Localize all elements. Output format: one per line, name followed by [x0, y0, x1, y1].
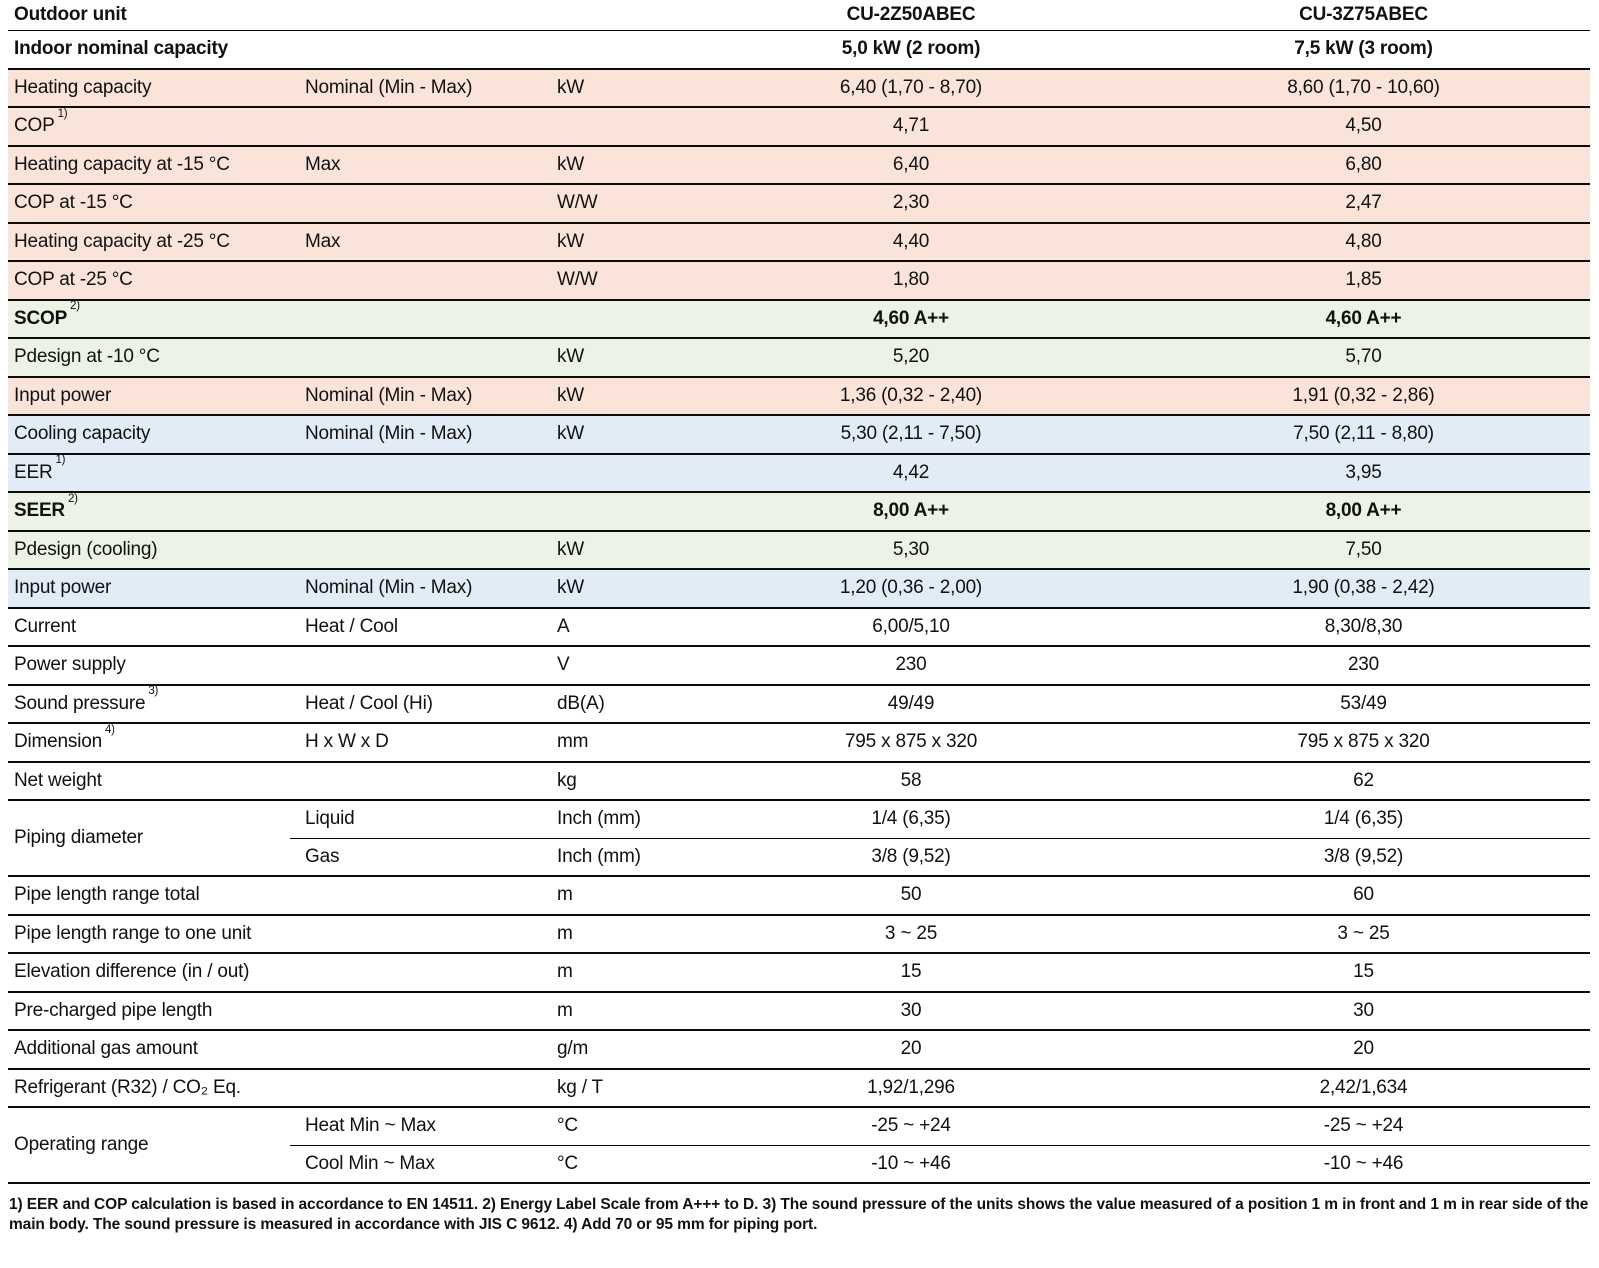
row-label-text: Input power: [14, 384, 112, 406]
row-label: [8, 261, 290, 300]
row-value-1: 1/4 (6,35): [685, 800, 1137, 838]
row-sublabel: Gas: [290, 838, 542, 876]
table-row: [8, 454, 1590, 493]
row-label: [8, 69, 290, 108]
row-label: [8, 1030, 290, 1069]
row-value-2: 1,91 (0,32 - 2,86): [1137, 377, 1590, 416]
row-label: [8, 569, 290, 608]
row-sublabel: Liquid: [290, 800, 542, 838]
table-row: [8, 915, 1590, 954]
row-value-1: -10 ~ +46: [685, 1145, 1137, 1183]
row-unit: W/W: [542, 261, 685, 300]
row-sublabel: [290, 1030, 542, 1069]
row-value-2: 62: [1137, 762, 1590, 801]
row-unit: [542, 454, 685, 493]
row-label: [8, 1069, 290, 1108]
table-row: [8, 223, 1590, 262]
row-label-text: Pipe length range total: [14, 884, 200, 906]
row-unit: m: [542, 992, 685, 1031]
table-row: [8, 1030, 1590, 1069]
row-label: [8, 646, 290, 685]
row-unit: kW: [542, 569, 685, 608]
row-value-1: 50: [685, 876, 1137, 915]
row-value-2: 3 ~ 25: [1137, 915, 1590, 954]
footnote-marker: 4): [104, 723, 115, 736]
row-value-2: 4,50: [1137, 107, 1590, 146]
row-unit: kW: [542, 531, 685, 570]
table-row: [8, 1069, 1590, 1108]
row-sublabel: H x W x D: [290, 723, 542, 762]
row-unit: kW: [542, 415, 685, 454]
empty-cell: [290, 31, 542, 69]
row-value-2: 1,90 (0,38 - 2,42): [1137, 569, 1590, 608]
row-label: [8, 454, 290, 493]
table-row: [8, 69, 1590, 108]
row-value-1: 3/8 (9,52): [685, 838, 1137, 876]
row-label: [8, 992, 290, 1031]
row-sublabel: Cool Min ~ Max: [290, 1145, 542, 1183]
indoor-capacity-label: Indoor nominal capacity: [8, 31, 290, 69]
row-value-2: 8,00 A++: [1137, 492, 1590, 531]
row-value-2: 60: [1137, 876, 1590, 915]
row-unit: Inch (mm): [542, 800, 685, 838]
row-value-1: 58: [685, 762, 1137, 801]
table-row: [8, 723, 1590, 762]
row-label: [8, 915, 290, 954]
row-unit: W/W: [542, 184, 685, 223]
row-value-1: 1,80: [685, 261, 1137, 300]
row-sublabel: Nominal (Min - Max): [290, 415, 542, 454]
row-label: [8, 762, 290, 801]
row-value-1: 3 ~ 25: [685, 915, 1137, 954]
row-label: [8, 107, 290, 146]
row-label-text: Power supply: [14, 654, 126, 676]
table-row: [8, 377, 1590, 416]
row-sublabel: [290, 338, 542, 377]
row-label: [8, 377, 290, 416]
row-sublabel: [290, 762, 542, 801]
row-unit: kW: [542, 69, 685, 108]
row-label-text: Piping diameter: [14, 827, 144, 848]
row-value-1: 30: [685, 992, 1137, 1031]
table-row: [8, 646, 1590, 685]
row-label: [8, 146, 290, 185]
row-label: [8, 223, 290, 262]
row-value-1: 8,00 A++: [685, 492, 1137, 531]
outdoor-unit-label: Outdoor unit: [14, 4, 127, 25]
row-sublabel: Heat / Cool (Hi): [290, 685, 542, 724]
row-unit: kW: [542, 223, 685, 262]
row-sublabel: [290, 992, 542, 1031]
table-row: [8, 415, 1590, 454]
row-label: [8, 800, 290, 876]
row-label: [8, 1107, 290, 1183]
model-name-1: CU-2Z50ABEC: [846, 4, 976, 25]
footnote-marker: 1): [55, 454, 66, 467]
row-label-text: COP at -25 °C: [14, 269, 133, 291]
row-label-text: Dimension: [14, 731, 102, 753]
row-label-text: Current: [14, 615, 76, 637]
row-unit: °C: [542, 1107, 685, 1145]
row-value-1: 15: [685, 953, 1137, 992]
row-value-1: 4,71: [685, 107, 1137, 146]
row-value-2: 6,80: [1137, 146, 1590, 185]
row-unit: Inch (mm): [542, 838, 685, 876]
model-name-2: CU-3Z75ABEC: [1299, 4, 1428, 25]
empty-cell: [290, 0, 542, 31]
row-value-2: 795 x 875 x 320: [1137, 723, 1590, 762]
row-label-text: COP at -15 °C: [14, 192, 133, 214]
row-label: [8, 608, 290, 647]
row-label-text: Pre-charged pipe length: [14, 999, 213, 1021]
row-value-2: 7,50: [1137, 531, 1590, 570]
empty-cell: [542, 31, 685, 69]
row-value-1: 1,36 (0,32 - 2,40): [685, 377, 1137, 416]
row-value-2: 3/8 (9,52): [1137, 838, 1590, 876]
row-sublabel: [290, 531, 542, 570]
row-value-1: 2,30: [685, 184, 1137, 223]
table-row: [8, 184, 1590, 223]
row-unit: m: [542, 953, 685, 992]
row-value-2: 3,95: [1137, 454, 1590, 493]
row-unit: m: [542, 876, 685, 915]
row-sublabel: [290, 876, 542, 915]
row-unit: mm: [542, 723, 685, 762]
row-unit: [542, 492, 685, 531]
row-label-text: Net weight: [14, 769, 102, 791]
row-unit: dB(A): [542, 685, 685, 724]
table-row: [8, 107, 1590, 146]
row-label-text: SEER: [14, 500, 65, 522]
row-label-text: Additional gas amount: [14, 1038, 198, 1060]
empty-cell: [542, 0, 685, 31]
row-value-2: 20: [1137, 1030, 1590, 1069]
row-unit: °C: [542, 1145, 685, 1183]
row-label: [8, 531, 290, 570]
spec-table: [8, 0, 1590, 1184]
row-sublabel: Max: [290, 223, 542, 262]
row-label: [8, 685, 290, 724]
row-sublabel: [290, 454, 542, 493]
footnote-marker: 2): [67, 492, 78, 505]
row-label: [8, 723, 290, 762]
row-label-text: SCOP: [14, 307, 68, 329]
row-value-1: 6,40: [685, 146, 1137, 185]
footnote-marker: 2): [70, 300, 80, 313]
row-unit: kg / T: [542, 1069, 685, 1108]
row-label: [8, 415, 290, 454]
row-unit: [542, 300, 685, 339]
footnote: 1) EER and COP calculation is based in accordance to EN 14511. 2) Energy Label Scale from A+++ to D. 3) The sound pressure of the units shows the value measured of a position 1 m in front and 1 m in rear side of the main body. The sound pressure is measured in accordance with JIS C 9612. 4) Add 70 or 95 mm for piping port.: [9, 1196, 1589, 1233]
capacity-value-1: 5,0 kW (2 room): [685, 31, 1137, 69]
row-label-text: Elevation difference (in / out): [14, 961, 250, 983]
row-unit: A: [542, 608, 685, 647]
row-value-2: -10 ~ +46: [1137, 1145, 1590, 1183]
row-value-2: 2,47: [1137, 184, 1590, 223]
row-sublabel: Nominal (Min - Max): [290, 69, 542, 108]
row-sublabel: [290, 184, 542, 223]
row-sublabel: [290, 915, 542, 954]
row-label: [8, 338, 290, 377]
row-value-2: 4,60 A++: [1137, 300, 1590, 339]
header-row-indoor-capacity: [8, 31, 1590, 69]
table-row: [8, 608, 1590, 647]
row-sublabel: [290, 953, 542, 992]
row-value-1: 49/49: [685, 685, 1137, 724]
row-value-2: 7,50 (2,11 - 8,80): [1137, 415, 1590, 454]
table-row: [8, 992, 1590, 1031]
table-row: [8, 762, 1590, 801]
row-label-text: COP: [14, 115, 55, 137]
row-sublabel: Nominal (Min - Max): [290, 377, 542, 416]
row-label-text: Cooling capacity: [14, 423, 151, 445]
row-label-text: Operating range: [14, 1134, 149, 1155]
row-value-1: 4,42: [685, 454, 1137, 493]
row-value-1: 4,40: [685, 223, 1137, 262]
row-value-1: 6,00/5,10: [685, 608, 1137, 647]
table-row: [8, 800, 1590, 838]
table-row: [8, 261, 1590, 300]
table-row: [8, 492, 1590, 531]
row-value-1: 1,92/1,296: [685, 1069, 1137, 1108]
row-value-1: -25 ~ +24: [685, 1107, 1137, 1145]
row-value-2: 15: [1137, 953, 1590, 992]
row-label: [8, 492, 290, 531]
table-row: [8, 1107, 1590, 1145]
row-sublabel: Heat / Cool: [290, 608, 542, 647]
row-sublabel: [290, 646, 542, 685]
row-label: [8, 953, 290, 992]
row-label-text: Heating capacity at -15 °C: [14, 153, 230, 175]
header-row-outdoor-unit: [8, 0, 1590, 31]
row-unit: m: [542, 915, 685, 954]
row-value-2: -25 ~ +24: [1137, 1107, 1590, 1145]
row-value-1: 5,20: [685, 338, 1137, 377]
row-value-1: 6,40 (1,70 - 8,70): [685, 69, 1137, 108]
row-unit: kW: [542, 377, 685, 416]
row-unit: kW: [542, 146, 685, 185]
footnote-marker: 3): [148, 685, 159, 698]
row-value-2: 1/4 (6,35): [1137, 800, 1590, 838]
table-row: [8, 953, 1590, 992]
row-label-text: Sound pressure: [14, 692, 146, 714]
row-unit: g/m: [542, 1030, 685, 1069]
row-sublabel: Max: [290, 146, 542, 185]
row-value-2: 4,80: [1137, 223, 1590, 262]
row-value-2: 5,70: [1137, 338, 1590, 377]
table-row: [8, 685, 1590, 724]
row-label-text: EER: [14, 461, 53, 483]
row-value-1: 5,30: [685, 531, 1137, 570]
row-unit: kg: [542, 762, 685, 801]
row-value-2: 8,60 (1,70 - 10,60): [1137, 69, 1590, 108]
table-row: [8, 338, 1590, 377]
row-value-2: 30: [1137, 992, 1590, 1031]
row-sublabel: Nominal (Min - Max): [290, 569, 542, 608]
table-row: [8, 531, 1590, 570]
table-row: [8, 300, 1590, 339]
row-sublabel: [290, 300, 542, 339]
row-value-2: 8,30/8,30: [1137, 608, 1590, 647]
row-label: [8, 876, 290, 915]
row-value-1: 20: [685, 1030, 1137, 1069]
row-value-1: 5,30 (2,11 - 7,50): [685, 415, 1137, 454]
row-value-2: 53/49: [1137, 685, 1590, 724]
row-sublabel: [290, 492, 542, 531]
row-sublabel: [290, 1069, 542, 1108]
row-sublabel: [290, 261, 542, 300]
row-sublabel: Heat Min ~ Max: [290, 1107, 542, 1145]
capacity-value-2: 7,5 kW (3 room): [1137, 31, 1590, 69]
row-value-1: 795 x 875 x 320: [685, 723, 1137, 762]
row-value-2: 230: [1137, 646, 1590, 685]
row-label: [8, 300, 290, 339]
row-sublabel: [290, 107, 542, 146]
row-unit: V: [542, 646, 685, 685]
row-value-1: 4,60 A++: [685, 300, 1137, 339]
table-row: [8, 146, 1590, 185]
row-label-text: Pdesign (cooling): [14, 538, 158, 560]
row-unit: [542, 107, 685, 146]
table-row: [8, 569, 1590, 608]
table-row: [8, 876, 1590, 915]
spec-table-body: [8, 69, 1590, 1184]
row-label-text: Heating capacity at -25 °C: [14, 230, 230, 252]
row-value-1: 230: [685, 646, 1137, 685]
row-label-text: Refrigerant (R32) / CO₂ Eq.: [14, 1076, 241, 1098]
row-label-text: Pipe length range to one unit: [14, 922, 252, 944]
row-unit: kW: [542, 338, 685, 377]
row-label: [8, 184, 290, 223]
row-value-2: 1,85: [1137, 261, 1590, 300]
row-value-2: 2,42/1,634: [1137, 1069, 1590, 1108]
row-value-1: 1,20 (0,36 - 2,00): [685, 569, 1137, 608]
row-label-text: Input power: [14, 577, 112, 599]
row-label-text: Heating capacity: [14, 76, 152, 98]
row-label-text: Pdesign at -10 °C: [14, 346, 160, 368]
footnote-marker: 1): [57, 107, 68, 120]
